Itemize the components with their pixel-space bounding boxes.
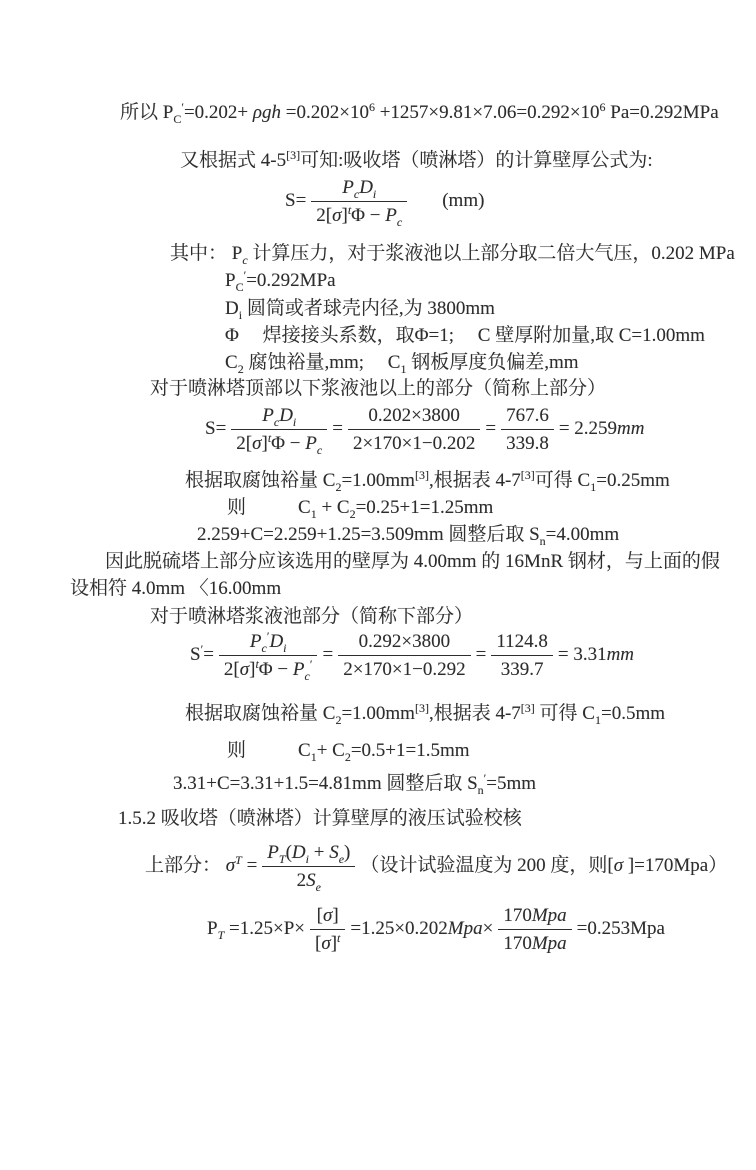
fraction: $\frac{0.202\times 3800}{2\times 170\times 1-0.202}$ bbox=[348, 404, 480, 455]
line-di-definition: $D_i$ 圆筒或者球壳内径,为 3800mm bbox=[225, 298, 495, 322]
line-lower-part-intro: 对于喷淋塔浆液池部分（简称下部分） bbox=[150, 606, 474, 627]
line-phi-and-c-definition: Φ 焊接接头系数，取Φ=1; C 壁厚附加量,取 C=1.00mm bbox=[225, 325, 705, 346]
formula-upper-part-thickness: S= $\frac{P_cD_i}{2[\sigma]^t\Phi - P_c}$ = $\frac{0.202\times 3800}{2\times 170\times 1-0.202}$ = $\frac{767.6}{339.8}$ = 2.259mm bbox=[205, 405, 645, 457]
line-pc-prime-value: $P_C'=0.292MPa$ bbox=[225, 268, 336, 294]
formula-wall-thickness-general: S= $\frac{P_cD_i}{2[\sigma]^t\Phi - P_c}$ (mm) bbox=[285, 177, 485, 229]
fraction: $\frac{[\sigma]}{[\sigma]^t}$ bbox=[310, 904, 345, 955]
line-corrosion-allowance-lower: 根据取腐蚀裕量 $C_2=1.00mm[3]$,根据表 4-7[3] 可得 $C_1=0.5mm$ bbox=[185, 701, 666, 727]
line-c2-c1-definition: $C_2$ 腐蚀裕量,mm; $C_1$ 钢板厚度负偏差,mm bbox=[225, 352, 579, 376]
formula-hydrotest-stress: 上部分： $\sigma^T$ = $\frac{P_T(D_i + S_e)}{2S_e}$ （设计试验温度为 200 度，则[σ ]=170Mpa） bbox=[145, 842, 728, 894]
fraction: $\frac{1124.8}{339.7}$ bbox=[491, 630, 553, 681]
line-where-pc-definition: 其中： $P_c$ 计算压力，对于浆液池以上部分取二倍大气压，0.202 MPa bbox=[170, 243, 735, 267]
fraction: $\frac{0.292\times 3800}{2\times 170\times 1-0.292}$ bbox=[338, 630, 470, 681]
line-corrosion-allowance-upper: 根据取腐蚀裕量 $C_2=1.00mm[3]$,根据表 4-7[3]可得 $C_1=0.25mm$ bbox=[185, 468, 670, 494]
line-upper-part-intro: 对于喷淋塔顶部以下浆液池以上的部分（简称上部分） bbox=[150, 378, 607, 399]
line-pc-pressure-calculation: 所以 $P_C'=0.202+ \rho gh =0.202\times 10^6 +1257\times 9.81\times 7.06=0.292\times 10^6$ Pa=0.292MPa bbox=[120, 100, 719, 126]
fraction: $\frac{P_c'D_i}{2[\sigma]^t\Phi - P_c'}$ bbox=[219, 630, 318, 681]
line-c1-plus-c2-lower: 则 $C_1+ C_2=0.5+1=1.5mm$ bbox=[227, 740, 470, 764]
line-conclusion-upper-part-2: 设相符 4.0mm 〈16.00mm bbox=[70, 578, 282, 599]
document-page bbox=[0, 100, 756, 1170]
formula-lower-part-thickness: S′= $\frac{P_c'D_i}{2[\sigma]^t\Phi - P_c'}$ = $\frac{0.292\times 3800}{2\times 170\times 1-0.292}$ = $\frac{1124.8}{339.7}$ = 3.31mm bbox=[190, 629, 635, 683]
formula-test-pressure: $P_T =1.25\times P\times$ $\frac{[\sigma]}{[\sigma]^t}$ =1.25×0.202Mpa× $\frac{\text{170Mpa}}{\text{170Mpa}}$ =0.253Mpa bbox=[207, 905, 665, 954]
fraction: $\frac{P_cD_i}{2[\sigma]^t\Phi - P_c}$ bbox=[311, 176, 407, 227]
fraction: $\frac{P_T(D_i + S_e)}{2S_e}$ bbox=[262, 841, 355, 892]
line-rounded-thickness-upper: 2.259+C=2.259+1.25=3.509mm 圆整后取 $S_n=4.00mm$ bbox=[197, 524, 620, 548]
heading-section-152: 1.5.2 吸收塔（喷淋塔）计算壁厚的液压试验校核 bbox=[118, 808, 522, 829]
line-conclusion-upper-part-1: 因此脱硫塔上部分应该选用的壁厚为 4.00mm 的 16MnR 钢材，与上面的假 bbox=[105, 551, 720, 572]
line-formula-source: 又根据式 4-5[3]可知:吸收塔（喷淋塔）的计算壁厚公式为: bbox=[180, 148, 653, 171]
fraction: $\frac{\text{170Mpa}}{\text{170Mpa}}$ bbox=[498, 904, 571, 955]
fraction: $\frac{P_cD_i}{2[\sigma]^t\Phi - P_c}$ bbox=[231, 404, 327, 455]
fraction: $\frac{767.6}{339.8}$ bbox=[501, 404, 554, 455]
line-c1-plus-c2-upper: 则 $C_1 + C_2=0.25+1=1.25mm$ bbox=[227, 497, 494, 521]
line-rounded-thickness-lower: 3.31+C=3.31+1.5=4.81mm 圆整后取 $S_n'=5mm$ bbox=[173, 771, 537, 797]
